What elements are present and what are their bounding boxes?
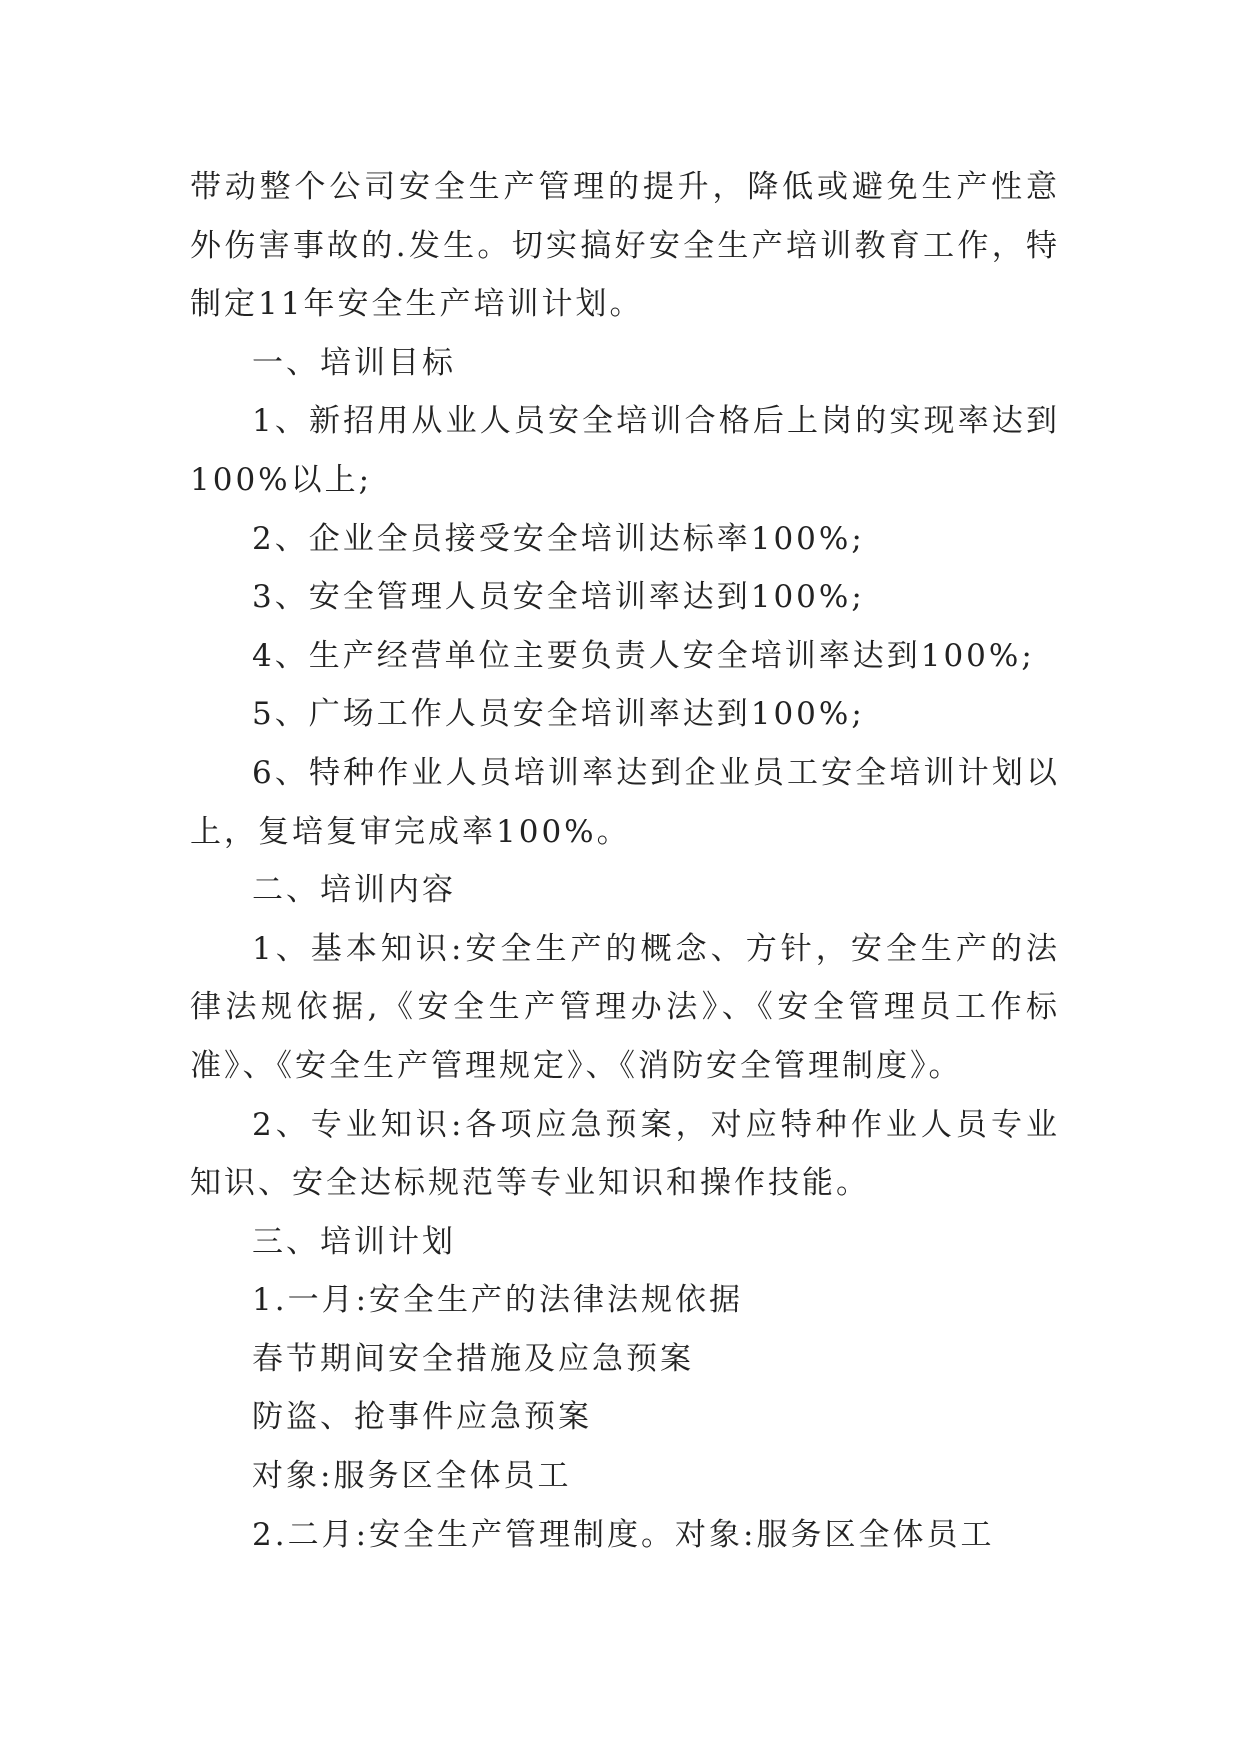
goal-item-1: 1、新招用从业人员安全培训合格后上岗的实现率达到100%以上; bbox=[190, 403, 1060, 498]
goal-item-2: 2、企业全员接受安全培训达标率100%; bbox=[252, 520, 865, 557]
section-heading-content: 二、培训内容 bbox=[252, 872, 456, 909]
document-body bbox=[190, 158, 1060, 1564]
content-item-2: 2、专业知识:各项应急预案，对应特种作业人员专业知识、安全达标规范等专业知识和操作技能。 bbox=[190, 1106, 1060, 1202]
plan-item-february: 2.二月:安全生产管理制度。对象:服务区全体员工 bbox=[252, 1516, 995, 1553]
plan-january-detail-1: 春节期间安全措施及应急预案 bbox=[252, 1340, 694, 1377]
plan-item-january: 1.一月:安全生产的法律法规依据 bbox=[252, 1282, 744, 1319]
goal-item-6: 6、特种作业人员培训率达到企业员工安全培训计划以上，复培复审完成率100%。 bbox=[190, 754, 1060, 850]
content-item-1: 1、基本知识:安全生产的概念、方针，安全生产的法律法规依据,《安全生产管理办法》、《安全管理员工作标准》、《安全生产管理规定》、《消防安全管理制度》。 bbox=[190, 930, 1060, 1084]
plan-january-detail-2: 防盗、抢事件应急预案 bbox=[252, 1399, 592, 1436]
plan-january-audience: 对象:服务区全体员工 bbox=[252, 1458, 572, 1495]
section-heading-plan: 三、培训计划 bbox=[252, 1223, 456, 1260]
section-heading-goals: 一、培训目标 bbox=[252, 344, 456, 381]
goal-item-4: 4、生产经营单位主要负责人安全培训率达到100%; bbox=[252, 637, 1035, 674]
goal-item-5: 5、广场工作人员安全培训率达到100%; bbox=[252, 696, 865, 733]
paragraph-intro: 带动整个公司安全生产管理的提升，降低或避免生产性意外伤害事故的.发生。切实搞好安全生产培训教育工作，特制定11年安全生产培训计划。 bbox=[190, 169, 1060, 323]
goal-item-3: 3、安全管理人员安全培训率达到100%; bbox=[252, 579, 865, 616]
